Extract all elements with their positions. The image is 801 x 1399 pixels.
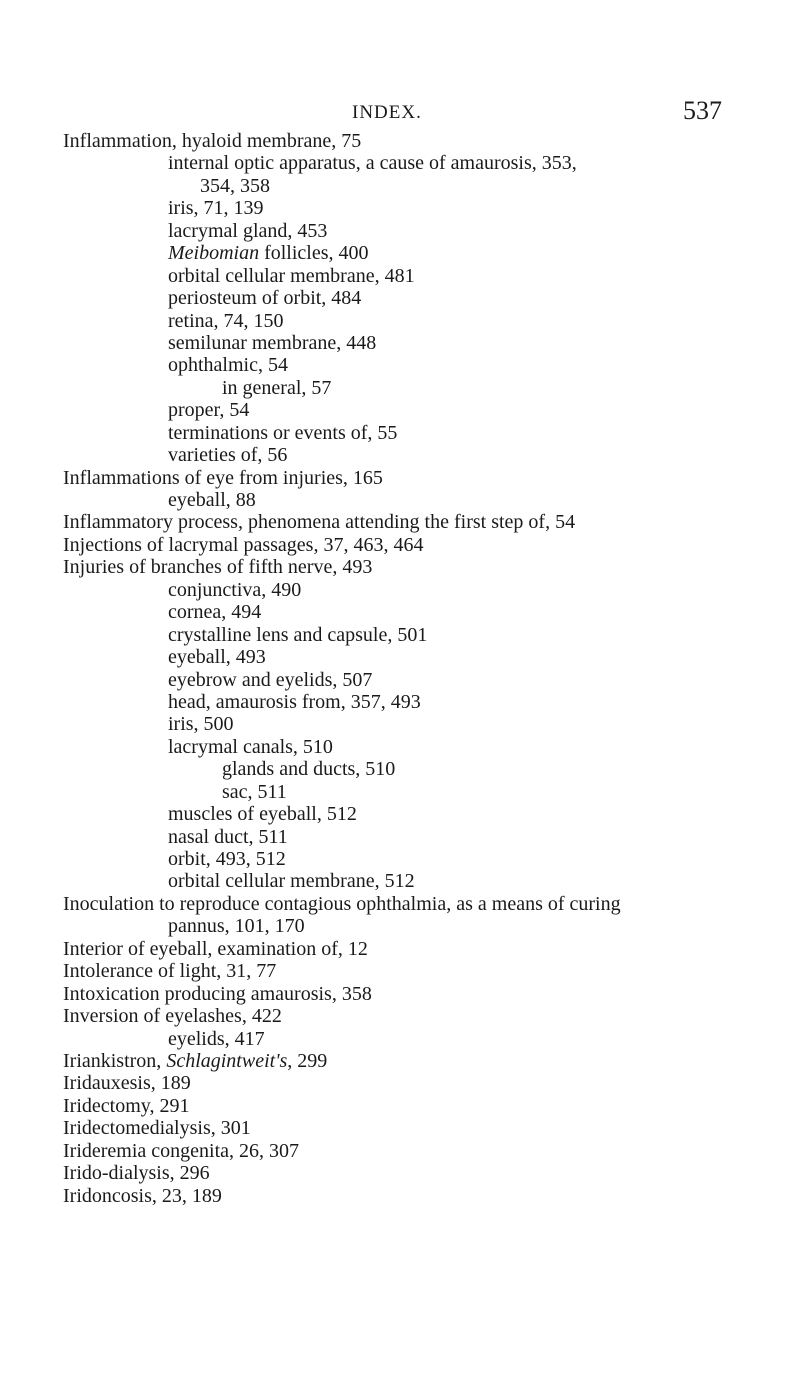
entry-italic: Schlagintweit's bbox=[166, 1049, 288, 1072]
index-entry bbox=[0, 197, 801, 219]
entry-italic: Meibomian bbox=[168, 242, 260, 265]
index-entry bbox=[0, 960, 801, 982]
index-entry bbox=[0, 624, 801, 646]
entry-text: Iridectomy, 291 bbox=[63, 1094, 190, 1117]
index-entry bbox=[0, 152, 801, 174]
page-number: 537 bbox=[683, 96, 722, 125]
index-entry bbox=[0, 511, 801, 533]
entry-text: crystalline lens and capsule, 501 bbox=[168, 623, 428, 646]
entry-text: Inversion of eyelashes, 422 bbox=[63, 1005, 282, 1028]
index-entry bbox=[0, 848, 801, 870]
entry-text: pannus, 101, 170 bbox=[168, 915, 305, 938]
index-entry bbox=[0, 579, 801, 601]
entry-text: Inflammatory process, phenomena attending the first step of, 54 bbox=[63, 511, 576, 534]
entry-text: eyeball, 493 bbox=[168, 646, 266, 669]
index-entry bbox=[0, 1050, 801, 1072]
entry-text: Iriankistron, bbox=[63, 1049, 167, 1072]
entry-text: in general, 57 bbox=[222, 376, 332, 399]
entry-text: eyebrow and eyelids, 507 bbox=[168, 668, 373, 691]
entry-text: Irideremia congenita, 26, 307 bbox=[63, 1139, 300, 1162]
entry-text: 354, 358 bbox=[200, 174, 270, 197]
index-entry bbox=[0, 444, 801, 466]
entry-text: head, amaurosis from, 357, 493 bbox=[168, 690, 421, 713]
entry-text: Intolerance of light, 31, 77 bbox=[63, 960, 277, 983]
index-entry bbox=[0, 870, 801, 892]
entry-text: iris, 71, 139 bbox=[168, 197, 264, 220]
index-entry bbox=[0, 399, 801, 421]
page-header bbox=[0, 96, 801, 130]
entry-text: Iridauxesis, 189 bbox=[63, 1072, 191, 1095]
entry-text: conjunctiva, 490 bbox=[168, 578, 302, 601]
entry-text: semilunar membrane, 448 bbox=[168, 331, 377, 354]
entry-text: orbital cellular membrane, 481 bbox=[168, 264, 415, 287]
index-entry bbox=[0, 287, 801, 309]
index-entry bbox=[0, 489, 801, 511]
entry-text: Inflammations of eye from injuries, 165 bbox=[63, 466, 383, 489]
entry-text: follicles, 400 bbox=[259, 242, 369, 265]
index-entry bbox=[0, 332, 801, 354]
index-entry bbox=[0, 758, 801, 780]
entry-text: muscles of eyeball, 512 bbox=[168, 803, 357, 826]
index-entry bbox=[0, 781, 801, 803]
index-entry bbox=[0, 130, 801, 152]
index-entry bbox=[0, 1117, 801, 1139]
entry-text: iris, 500 bbox=[168, 713, 234, 736]
entry-text: glands and ducts, 510 bbox=[222, 758, 396, 781]
index-entry bbox=[0, 310, 801, 332]
index-entry bbox=[0, 915, 801, 937]
index-entry bbox=[0, 556, 801, 578]
entry-text: lacrymal canals, 510 bbox=[168, 735, 333, 758]
entry-text: Intoxication producing amaurosis, 358 bbox=[63, 982, 372, 1005]
entry-text: eyelids, 417 bbox=[168, 1027, 265, 1050]
running-head: INDEX. bbox=[352, 102, 422, 123]
index-entry bbox=[0, 265, 801, 287]
index-entry bbox=[0, 534, 801, 556]
index-entry bbox=[0, 1005, 801, 1027]
index-entry bbox=[0, 736, 801, 758]
entry-text: proper, 54 bbox=[168, 399, 250, 422]
entry-text: nasal duct, 511 bbox=[168, 825, 288, 848]
entry-text: orbit, 493, 512 bbox=[168, 848, 286, 870]
entry-text: ophthalmic, 54 bbox=[168, 354, 288, 377]
entry-text: varieties of, 56 bbox=[168, 444, 288, 467]
entry-text: retina, 74, 150 bbox=[168, 309, 284, 332]
entry-text: Iridectomedialysis, 301 bbox=[63, 1117, 251, 1140]
index-entry bbox=[0, 242, 801, 264]
entry-text: Interior of eyeball, examination of, 12 bbox=[63, 937, 368, 960]
index-entry bbox=[0, 1028, 801, 1050]
index-entry bbox=[0, 669, 801, 691]
index-entry bbox=[0, 175, 801, 197]
index-entry bbox=[0, 467, 801, 489]
index-entry bbox=[0, 1095, 801, 1117]
index-entry bbox=[0, 1140, 801, 1162]
entry-text: Inflammation, hyaloid membrane, 75 bbox=[63, 130, 362, 152]
index-entry bbox=[0, 1185, 801, 1207]
index-entry bbox=[0, 220, 801, 242]
entry-text: Inoculation to reproduce contagious ophthalmia, as a means of curing bbox=[63, 892, 621, 915]
entry-text: cornea, 494 bbox=[168, 601, 262, 624]
entry-text: Injections of lacrymal passages, 37, 463, 464 bbox=[63, 533, 424, 556]
entry-text: Injuries of branches of fifth nerve, 493 bbox=[63, 556, 373, 579]
entry-text: orbital cellular membrane, 512 bbox=[168, 870, 415, 893]
index-entry bbox=[0, 713, 801, 735]
entry-text: terminations or events of, 55 bbox=[168, 421, 398, 444]
entry-text: periosteum of orbit, 484 bbox=[168, 287, 362, 310]
index-entry bbox=[0, 354, 801, 376]
index-entry bbox=[0, 826, 801, 848]
index-entry bbox=[0, 422, 801, 444]
entry-text: internal optic apparatus, a cause of amaurosis, 353, bbox=[168, 152, 577, 175]
index-entry bbox=[0, 893, 801, 915]
entry-after: , 299 bbox=[287, 1049, 328, 1072]
index-entry bbox=[0, 646, 801, 668]
index-entry bbox=[0, 691, 801, 713]
index-entry bbox=[0, 377, 801, 399]
entry-text: eyeball, 88 bbox=[168, 489, 256, 511]
index-list bbox=[0, 130, 801, 1207]
entry-text: Iridoncosis, 23, 189 bbox=[63, 1184, 222, 1207]
entry-text: sac, 511 bbox=[222, 780, 287, 803]
index-entry bbox=[0, 803, 801, 825]
entry-text: lacrymal gland, 453 bbox=[168, 219, 328, 242]
index-entry bbox=[0, 1162, 801, 1184]
index-entry bbox=[0, 938, 801, 960]
entry-text: Irido-dialysis, 296 bbox=[63, 1162, 210, 1185]
index-entry bbox=[0, 601, 801, 623]
index-entry bbox=[0, 983, 801, 1005]
index-entry bbox=[0, 1072, 801, 1094]
